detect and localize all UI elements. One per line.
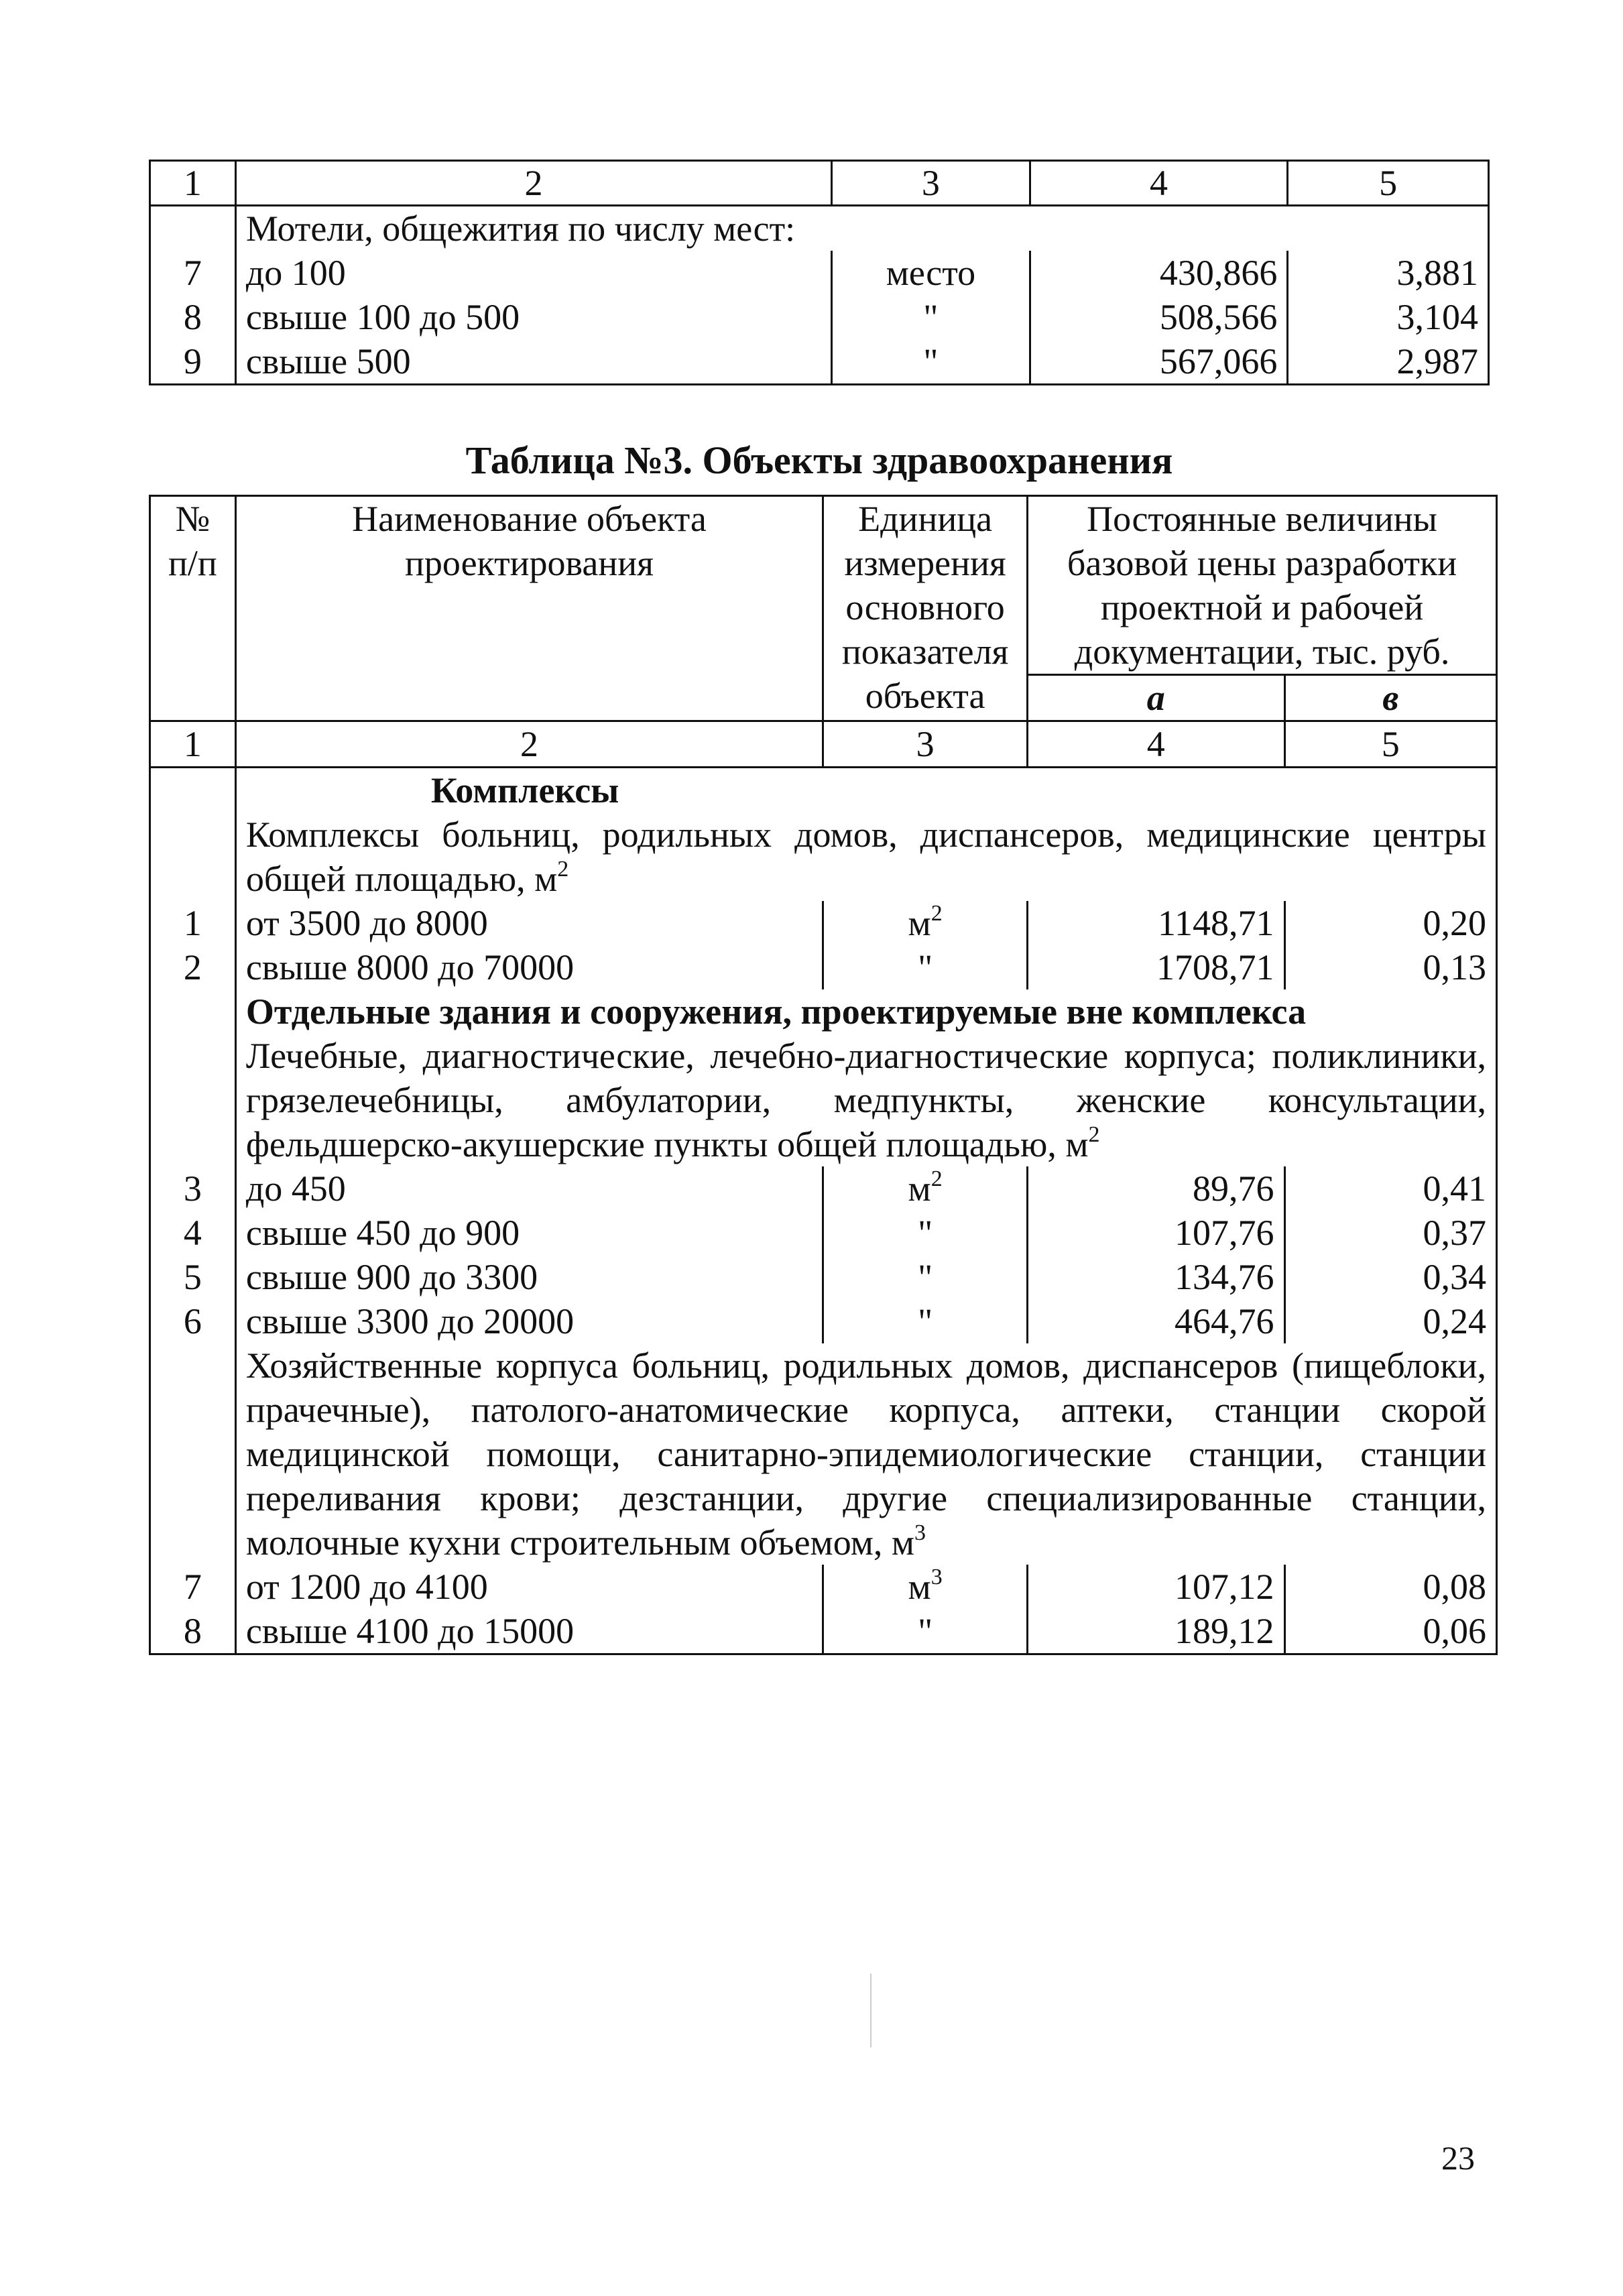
row-number: 6 (150, 1299, 236, 1343)
group-label: Мотели, общежития по числу мест: (245, 208, 796, 249)
row-value-b: 0,24 (1423, 1301, 1486, 1341)
row-value-b: 0,41 (1423, 1168, 1486, 1209)
section-title-row (150, 989, 1497, 1034)
row-unit: $м^2$ (823, 1166, 1028, 1211)
table-row (150, 339, 1489, 385)
row-value-b: 3,881 (1396, 253, 1478, 293)
row-name: свыше 500 (245, 341, 411, 381)
row-unit: " (823, 945, 1028, 989)
table-row (150, 1609, 1497, 1654)
header-row (150, 496, 1497, 675)
row-value-a: 567,066 (1030, 339, 1288, 385)
index-cell: 2 (235, 721, 823, 768)
table-row (150, 1299, 1497, 1343)
row-value-a: 464,76 (1028, 1299, 1284, 1343)
row-name: свыше 3300 до 20000 (245, 1301, 575, 1341)
section-title: Комплексы (430, 770, 619, 810)
row-number: 1 (150, 901, 236, 945)
index-cell: 4 (1030, 161, 1288, 206)
index-cell: 5 (1284, 721, 1496, 768)
row-number: 9 (150, 339, 236, 385)
table-row (150, 1255, 1497, 1299)
row-unit: $м^3$ (823, 1565, 1028, 1609)
row-value-b: 0,34 (1423, 1257, 1486, 1297)
index-cell: 1 (150, 721, 236, 768)
header-unit: Единица измерения основного показателя объекта (823, 496, 1028, 721)
row-number: 3 (150, 1166, 236, 1211)
table-row (150, 945, 1497, 989)
continuation-table (149, 160, 1490, 385)
row-name: свыше 100 до 500 (245, 297, 520, 337)
header-constants: Постоянные величины базовой цены разработки проектной и рабочей документации, тыс. руб. (1028, 496, 1497, 675)
row-name: свыше 450 до 900 (245, 1213, 520, 1253)
row-number: 2 (150, 945, 236, 989)
section-title-row (150, 768, 1497, 813)
row-value-b: 0,37 (1423, 1213, 1486, 1253)
row-number: 5 (150, 1255, 236, 1299)
section-title: Отдельные здания и сооружения, проектируемые вне комплекса (245, 991, 1307, 1032)
row-value-b: 2,987 (1396, 341, 1478, 381)
section-desc-row (150, 1034, 1497, 1166)
row-value-b: 0,20 (1423, 903, 1486, 943)
row-value-b: 3,104 (1396, 297, 1478, 337)
row-unit: " (823, 1609, 1028, 1654)
row-value-a: 430,866 (1030, 251, 1288, 295)
header-col-a: а (1028, 675, 1284, 721)
row-name: от 3500 до 8000 (245, 903, 488, 943)
row-value-a: 134,76 (1028, 1255, 1284, 1299)
row-value-a: 89,76 (1028, 1166, 1284, 1211)
row-unit: " (832, 295, 1030, 339)
table-row (150, 251, 1489, 295)
index-cell: 4 (1028, 721, 1284, 768)
table-row (150, 1166, 1497, 1211)
table-row (150, 1565, 1497, 1609)
row-unit: " (823, 1299, 1028, 1343)
section-desc-row (150, 812, 1497, 901)
row-name: от 1200 до 4100 (245, 1567, 488, 1607)
section-description: Хозяйственные корпуса больниц, родильных домов, диспансеров (пищеблоки, прачечные), патолого-анатомические корпуса, аптеки, станции скорой медицинской помощи, санитарно-эпидемиологические станции, станции переливания крови; дезстанции, другие специализированные станции, молочные кухни строительным объемом, $м^3$ (245, 1345, 1486, 1563)
row-number: 7 (150, 1565, 236, 1609)
row-value-a: 107,12 (1028, 1565, 1284, 1609)
row-number: 7 (150, 251, 236, 295)
row-number: 8 (150, 295, 236, 339)
row-value-a: 1148,71 (1028, 901, 1284, 945)
index-cell: 5 (1288, 161, 1489, 206)
row-unit: " (823, 1255, 1028, 1299)
index-row (150, 721, 1497, 768)
table-row (150, 295, 1489, 339)
index-row (150, 161, 1489, 206)
section-description: Комплексы больниц, родильных домов, диспансеров, медицинские центры общей площадью, $м^2$ (245, 814, 1486, 899)
row-name: свыше 8000 до 70000 (245, 947, 575, 987)
row-value-b: 0,13 (1423, 947, 1486, 987)
index-cell: 1 (150, 161, 236, 206)
row-unit: " (823, 1211, 1028, 1255)
row-value-a: 1708,71 (1028, 945, 1284, 989)
index-cell: 3 (823, 721, 1028, 768)
row-value-b: 0,06 (1423, 1611, 1486, 1651)
header-name: Наименование объекта проектирования (235, 496, 823, 721)
row-number: 4 (150, 1211, 236, 1255)
row-value-b: 0,08 (1423, 1567, 1486, 1607)
table-title: Таблица №3. Объекты здравоохранения (465, 438, 1173, 482)
row-value-a: 189,12 (1028, 1609, 1284, 1654)
row-value-a: 107,76 (1028, 1211, 1284, 1255)
scan-artifact (870, 1974, 871, 2047)
row-number: 8 (150, 1609, 236, 1654)
row-name: свыше 4100 до 15000 (245, 1611, 575, 1651)
table-row (150, 901, 1497, 945)
row-unit: место (832, 251, 1030, 295)
header-number: № п/п (150, 496, 236, 721)
index-cell: 3 (832, 161, 1030, 206)
table-row (150, 1211, 1497, 1255)
row-name: свыше 900 до 3300 (245, 1257, 538, 1297)
healthcare-table (149, 495, 1498, 1655)
row-unit: " (832, 339, 1030, 385)
row-unit: $м^2$ (823, 901, 1028, 945)
row-name: до 450 (245, 1168, 346, 1209)
row-name: до 100 (245, 253, 346, 293)
section-description: Лечебные, диагностические, лечебно-диагностические корпуса; поликлиники, грязелечебницы, амбулатории, медпункты, женские консультации, фельдшерско-акушерские пункты общей площадью, $м^2$ (245, 1036, 1486, 1164)
group-label-row (150, 206, 1489, 251)
page-number: 23 (1441, 2139, 1475, 2177)
index-cell: 2 (235, 161, 831, 206)
row-value-a: 508,566 (1030, 295, 1288, 339)
header-col-b: в (1284, 675, 1496, 721)
section-desc-row (150, 1343, 1497, 1565)
